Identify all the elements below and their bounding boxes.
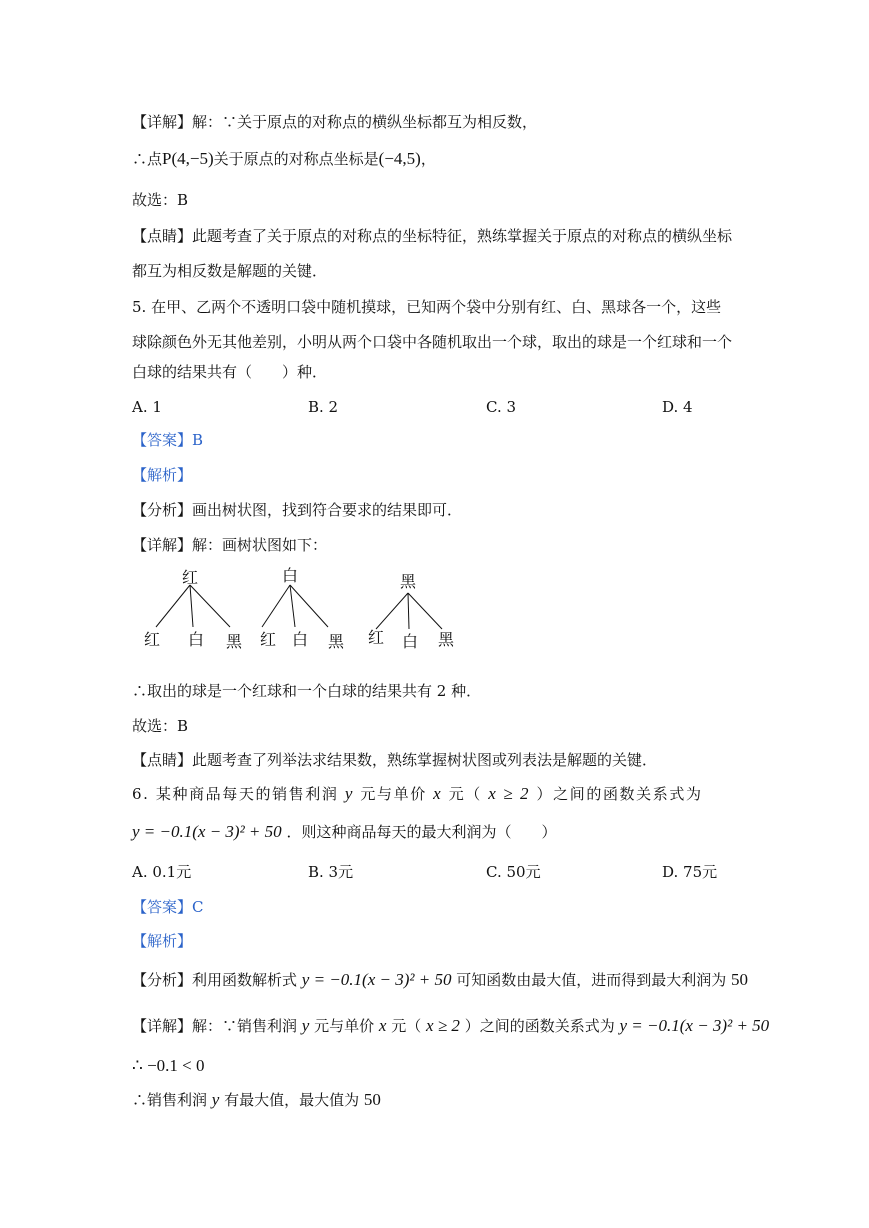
q6-answer: 【答案】C [132, 898, 204, 916]
point-symmetry-line [132, 149, 436, 169]
fenxi-text-b: 可知函数由最大值，进而得到最大利润为 [456, 971, 727, 989]
tree-leaf: 红 [260, 630, 277, 649]
tree-leaf: 黑 [438, 630, 455, 649]
tree-diagram [138, 565, 468, 655]
q5-comment: 【点睛】此题考查了列举法求结果数，熟练掌握树状图或列表法是解题的关键． [132, 751, 658, 769]
q6-xiangjie [132, 1016, 769, 1036]
tree-root-3: 黑 [400, 572, 417, 591]
condition-x: x ≥ 2 [426, 1016, 460, 1035]
var-x: x [378, 1016, 387, 1035]
xj-text-b: 元与单价 [314, 1017, 375, 1035]
q6-last-line [132, 1090, 381, 1110]
tree-root-1: 红 [182, 568, 199, 587]
q5-xiangjie: 【详解】解：画树状图如下： [132, 536, 328, 554]
last-text-b: 有最大值，最大值为 [224, 1091, 360, 1109]
q6-fenxi [132, 970, 748, 990]
formula: y = −0.1(x − 3)² + 50 [132, 822, 282, 841]
tree-leaf: 白 [188, 630, 205, 649]
var-y: y [344, 784, 355, 803]
q6-option-a: A. 0.1元 [132, 863, 192, 881]
fenxi-text-a: 【分析】利用函数解析式 [132, 971, 298, 989]
var-y: y [301, 1016, 310, 1035]
max-value: 50 [363, 1090, 381, 1109]
xj-text-c: 元（ [391, 1017, 422, 1035]
detail-line-symmetry: 【详解】解：∵关于原点的对称点的横纵坐标都互为相反数， [132, 113, 538, 131]
symmetry-text: 关于原点的对称点坐标是 [213, 150, 379, 168]
max-value: 50 [731, 970, 749, 989]
q5-option-a: A. 1 [132, 398, 162, 416]
formula: y = −0.1(x − 3)² + 50 [619, 1016, 770, 1035]
symmetric-coord: (−4,5) [378, 149, 421, 168]
q5-line2: 球除颜色外无其他差别，小明从两个口袋中各随机取出一个球，取出的球是一个红球和一个 [132, 333, 733, 351]
q6-question: ．则这种商品每天的最大利润为（ ） [286, 823, 557, 841]
q6-line1 [132, 784, 703, 804]
q5-analysis-heading: 【解析】 [132, 466, 193, 484]
comment-line-1: 【点睛】此题考查了关于原点的对称点的坐标特征，熟练掌握关于原点的对称点的横纵坐标 [132, 227, 733, 245]
tree-leaf: 黑 [328, 632, 345, 651]
q6-text-c: 元（ [448, 785, 482, 803]
q6-inequality: ∴ −0.1 < 0 [132, 1056, 205, 1075]
xj-text-a: 【详解】解：∵销售利润 [132, 1017, 298, 1035]
formula: y = −0.1(x − 3)² + 50 [301, 970, 452, 989]
condition-x: x ≥ 2 [488, 784, 531, 803]
comment-line-2: 都互为相反数是解题的关键． [132, 262, 328, 280]
q5-option-c: C. 3 [486, 398, 517, 416]
q5-line3: 白球的结果共有（ ）种． [132, 363, 328, 381]
q5-choice: 故选：B [132, 717, 189, 735]
tree-leaf: 黑 [226, 632, 243, 651]
q6-option-d: D. 75元 [662, 863, 718, 881]
q6-text-a: 6. 某种商品每天的销售利润 [132, 785, 339, 803]
q6-option-b: B. 3元 [308, 863, 354, 881]
q5-option-d: D. 4 [662, 398, 693, 416]
comma: ， [420, 150, 436, 168]
q5-conclusion: ∴取出的球是一个红球和一个白球的结果共有 2 种． [132, 682, 482, 700]
q6-analysis-heading: 【解析】 [132, 932, 193, 950]
tree-leaf: 白 [402, 632, 419, 651]
q6-text-b: 元与单价 [360, 785, 427, 803]
q5-option-b: B. 2 [308, 398, 339, 416]
tree-leaf: 红 [144, 630, 161, 649]
point-p-coord: P(4,−5) [162, 149, 214, 168]
q6-line2 [132, 822, 556, 842]
choice-line-b1: 故选：B [132, 191, 189, 209]
q6-text-d: ）之间的函数关系式为 [536, 785, 703, 803]
last-text-a: ∴销售利润 [132, 1091, 208, 1109]
q6-option-c: C. 50元 [486, 863, 541, 881]
tree-leaf: 白 [292, 630, 309, 649]
var-y: y [211, 1090, 220, 1109]
q5-fenxi: 【分析】画出树状图，找到符合要求的结果即可． [132, 501, 463, 519]
q5-answer: 【答案】B [132, 431, 204, 449]
var-x: x [433, 784, 443, 803]
tree-leaf: 红 [368, 628, 385, 647]
q5-line1: 5. 在甲、乙两个不透明口袋中随机摸球，已知两个袋中分别有红、白、黑球各一个，这些 [132, 298, 722, 316]
xj-text-d: ）之间的函数关系式为 [464, 1017, 615, 1035]
tree-root-2: 白 [282, 566, 299, 585]
therefore-point: ∴点 [132, 150, 163, 168]
